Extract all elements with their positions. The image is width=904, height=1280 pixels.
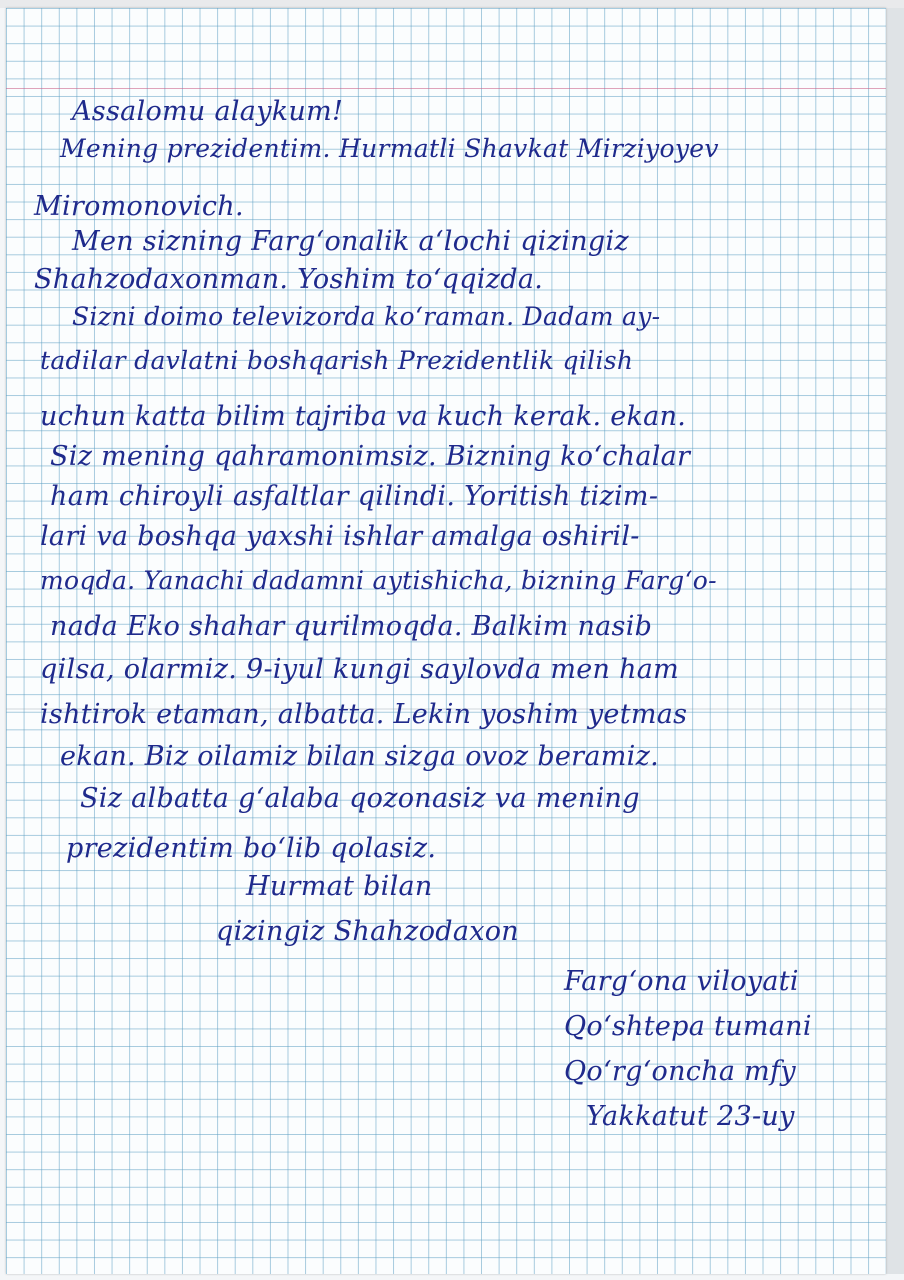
letter-line: qilsa, olarmiz. 9-iyul kungi saylovda men ham: [40, 654, 680, 685]
letter-line: prezidentim bo‘lib qolasiz.: [66, 833, 437, 864]
letter-line: ekan. Biz oilamiz bilan sizga ovoz beramiz.: [60, 741, 660, 772]
letter-line: ishtirok etaman, albatta. Lekin yoshim yetmas: [40, 699, 688, 730]
letter-line: Men sizning Farg‘onalik a‘lochi qizingiz: [72, 226, 629, 257]
graph-paper-sheet: [6, 8, 886, 1274]
scan-right-edge: [886, 8, 904, 1274]
scan-top-edge: [0, 0, 904, 8]
letter-line: Miromonovich.: [34, 191, 244, 222]
address-community: Qo‘rg‘oncha mfy: [564, 1056, 796, 1087]
margin-rule: [6, 88, 886, 89]
address-region: Farg‘ona viloyati: [564, 966, 799, 997]
letter-line: nada Eko shahar qurilmoqda. Balkim nasib: [50, 611, 653, 642]
letter-line: Mening prezidentim. Hurmatli Shavkat Mirziyoyev: [60, 134, 719, 163]
closing-phrase: Hurmat bilan: [246, 871, 433, 902]
letter-line: uchun katta bilim tajriba va kuch kerak. ekan.: [40, 401, 687, 432]
greeting-line: Assalomu alaykum!: [72, 96, 344, 127]
letter-line: moqda. Yanachi dadamni aytishicha, bizning Farg‘o-: [40, 566, 717, 595]
signature-line: qizingiz Shahzodaxon: [216, 916, 519, 947]
letter-line: Shahzodaxonman. Yoshim to‘qqizda.: [34, 264, 544, 295]
address-district: Qo‘shtepa tumani: [564, 1011, 812, 1042]
letter-line: ham chiroyli asfaltlar qilindi. Yoritish tizim-: [50, 481, 659, 512]
address-street: Yakkatut 23-uy: [586, 1101, 795, 1132]
letter-line: Siz mening qahramonimsiz. Bizning ko‘chalar: [50, 441, 691, 472]
letter-line: lari va boshqa yaxshi ishlar amalga oshiril-: [40, 521, 640, 552]
letter-line: tadilar davlatni boshqarish Prezidentlik qilish: [40, 346, 634, 375]
letter-line: Sizni doimo televizorda ko‘raman. Dadam ay-: [72, 302, 661, 331]
letter-line: Siz albatta g‘alaba qozonasiz va mening: [80, 783, 640, 814]
